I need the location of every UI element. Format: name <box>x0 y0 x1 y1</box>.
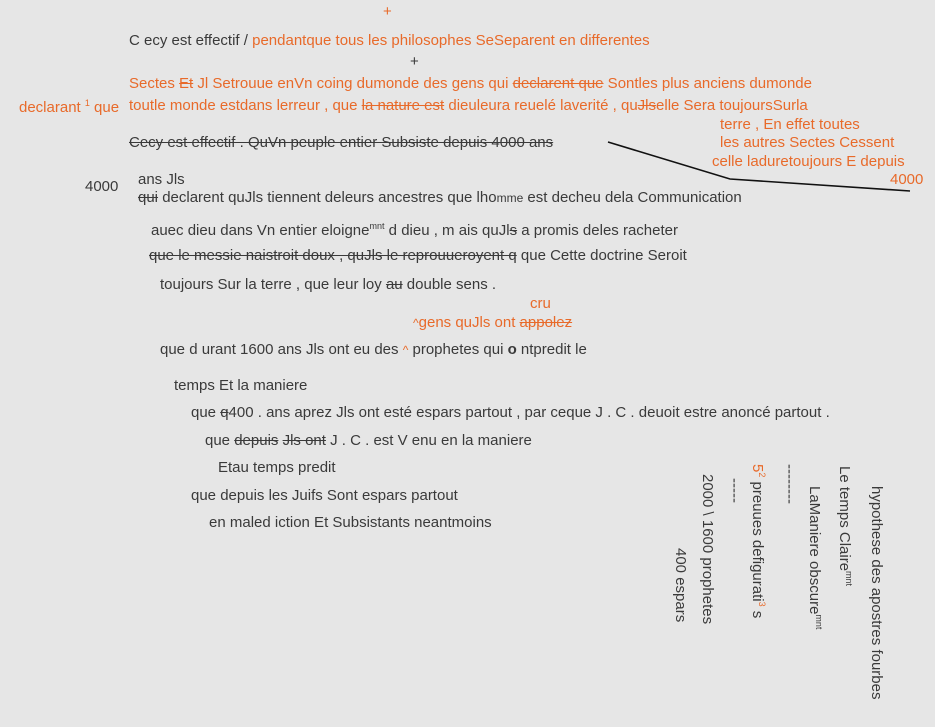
text-line-6 <box>138 189 742 207</box>
line-14-struck-b: Jls ont <box>282 432 326 449</box>
line-8-struck: que le messie naistroit doux , quJls le reprouueroyent q <box>149 247 517 264</box>
text-line-7 <box>151 217 678 240</box>
line-8-part-b: que Cette doctrine Seroit <box>516 247 687 264</box>
line-13-part-c: 400 . ans aprez Jls ont esté espars partout , par ceque J . C . deuoit estre anoncé partout . <box>228 404 830 421</box>
line-1-part-b: pendantque tous les philosophes SeSeparent en differentes <box>247 32 650 49</box>
vertical-note-5 <box>748 464 771 618</box>
line-2-struck-a: Et <box>179 75 194 92</box>
line-1-part-a: C ecy est effectif / <box>129 32 248 49</box>
vertical-note-8: 400 espars <box>672 548 689 623</box>
vertical-note-5-num: 5 <box>749 464 766 473</box>
line-9-part-c: double sens . <box>402 276 497 293</box>
margin-note-sup: 1 <box>84 98 90 108</box>
right-note-1: terre , En effet toutes <box>720 116 860 133</box>
margin-note-left <box>19 94 119 117</box>
text-line-11 <box>160 341 587 359</box>
line-11-bold-o: o <box>507 341 517 358</box>
insert-mark-plus: + <box>383 3 392 20</box>
line-3-struck-b: Jls <box>637 97 657 114</box>
line-9-part-a: toujours Sur la terre , que leur loy <box>160 276 386 293</box>
line-11-part-e: ntpredit le <box>516 341 587 358</box>
vertical-note-3-text: LaManiere obscure <box>806 486 823 615</box>
line-13-struck: q <box>220 404 229 421</box>
line-13-part-a: que <box>191 404 221 421</box>
vertical-note-7: 2000 \ 1600 prophetes <box>699 474 716 625</box>
vertical-note-5-text: preuues defigurati <box>749 477 766 602</box>
margin-note-part-b: que <box>89 99 120 116</box>
line-7-part-a: auec dieu dans Vn entier eloigne <box>151 222 370 239</box>
line-6-small: mme <box>496 191 524 205</box>
vertical-note-2-text: Le temps Claire <box>836 466 853 572</box>
vertical-note-3 <box>805 486 828 629</box>
text-line-2 <box>129 75 812 93</box>
line-3-part-e: elle Sera toujoursSurla <box>656 97 808 114</box>
text-line-5: ans Jls <box>138 171 185 188</box>
text-line-8 <box>149 247 687 265</box>
vertical-note-2-sup: mnt <box>844 571 854 587</box>
text-line-4-struck: Cecy est effectif . QuVn peuple entier Subsiste depuis 4000 ans <box>129 134 554 151</box>
vertical-note-5-sup2: 3 <box>757 601 767 607</box>
text-line-1 <box>129 32 650 50</box>
line-14-part-e: J . C . est V enu en la maniere <box>325 432 532 449</box>
text-line-10 <box>413 314 572 332</box>
line-7-struck: s <box>509 222 518 239</box>
caret-mark-2: ^ <box>402 343 409 357</box>
line-2-struck-b: declarent que <box>512 75 604 92</box>
text-line-14 <box>205 432 532 450</box>
right-note-3: celle laduretoujours E depuis <box>712 153 905 170</box>
line-2-part-e: Sontles plus anciens dumonde <box>603 75 812 92</box>
line-2-part-a: Sectes <box>129 75 180 92</box>
line-6-struck: qui <box>138 189 159 206</box>
insert-word-cru: cru <box>530 295 551 312</box>
line-2-part-c: Jl Setrouue enVn coing dumonde des gens qui <box>193 75 513 92</box>
text-line-12: temps Et la maniere <box>174 377 308 394</box>
vertical-note-5-sup: 2 <box>757 472 767 478</box>
vertical-dash-1: -------- <box>781 464 798 504</box>
line-3-part-c: dieuleura reuelé laverité , qu <box>444 97 638 114</box>
margin-note-part-a: declarant <box>19 99 85 116</box>
vertical-dash-2: ----- <box>726 478 743 503</box>
text-line-13 <box>191 404 830 422</box>
line-6-part-d: est decheu dela Communication <box>523 189 742 206</box>
line-7-part-b: d dieu , m ais quJl <box>384 222 510 239</box>
insert-mark-plus-2: + <box>410 53 419 70</box>
line-3-struck-a: la nature est <box>361 97 445 114</box>
text-line-15: Etau temps predit <box>218 459 336 476</box>
line-7-part-d: a promis deles racheter <box>517 222 678 239</box>
right-note-4: 4000 <box>890 171 924 188</box>
line-10-struck: appolez <box>519 314 573 331</box>
line-14-struck-a: depuis <box>234 432 279 449</box>
line-11-part-a: que d urant 1600 ans Jls ont eu des <box>160 341 403 358</box>
line-7-sup: mnt <box>369 221 385 231</box>
text-line-9 <box>160 276 496 294</box>
line-14-part-a: que <box>205 432 235 449</box>
text-line-17: en maled iction Et Subsistants neantmoins <box>209 514 492 531</box>
line-11-part-c: prophetes qui <box>408 341 508 358</box>
vertical-note-2 <box>835 466 858 586</box>
text-line-16: que depuis les Juifs Sont espars partout <box>191 487 458 504</box>
caret-mark: ^ <box>413 316 419 330</box>
vertical-note-1: hypothese des apostres fourbes <box>868 486 885 700</box>
line-6-part-b: declarent quJls tiennent deleurs ancestres que lho <box>158 189 497 206</box>
margin-number-4000: 4000 <box>85 178 119 195</box>
line-3-part-a: toutle monde estdans lerreur , que <box>129 97 362 114</box>
line-10-part-b: gens quJls ont <box>418 314 520 331</box>
right-note-2: les autres Sectes Cessent <box>720 134 895 151</box>
line-9-struck: au <box>385 276 403 293</box>
text-line-3 <box>129 97 808 115</box>
vertical-note-5-end: s <box>749 606 766 619</box>
vertical-note-3-sup: mnt <box>814 614 824 630</box>
